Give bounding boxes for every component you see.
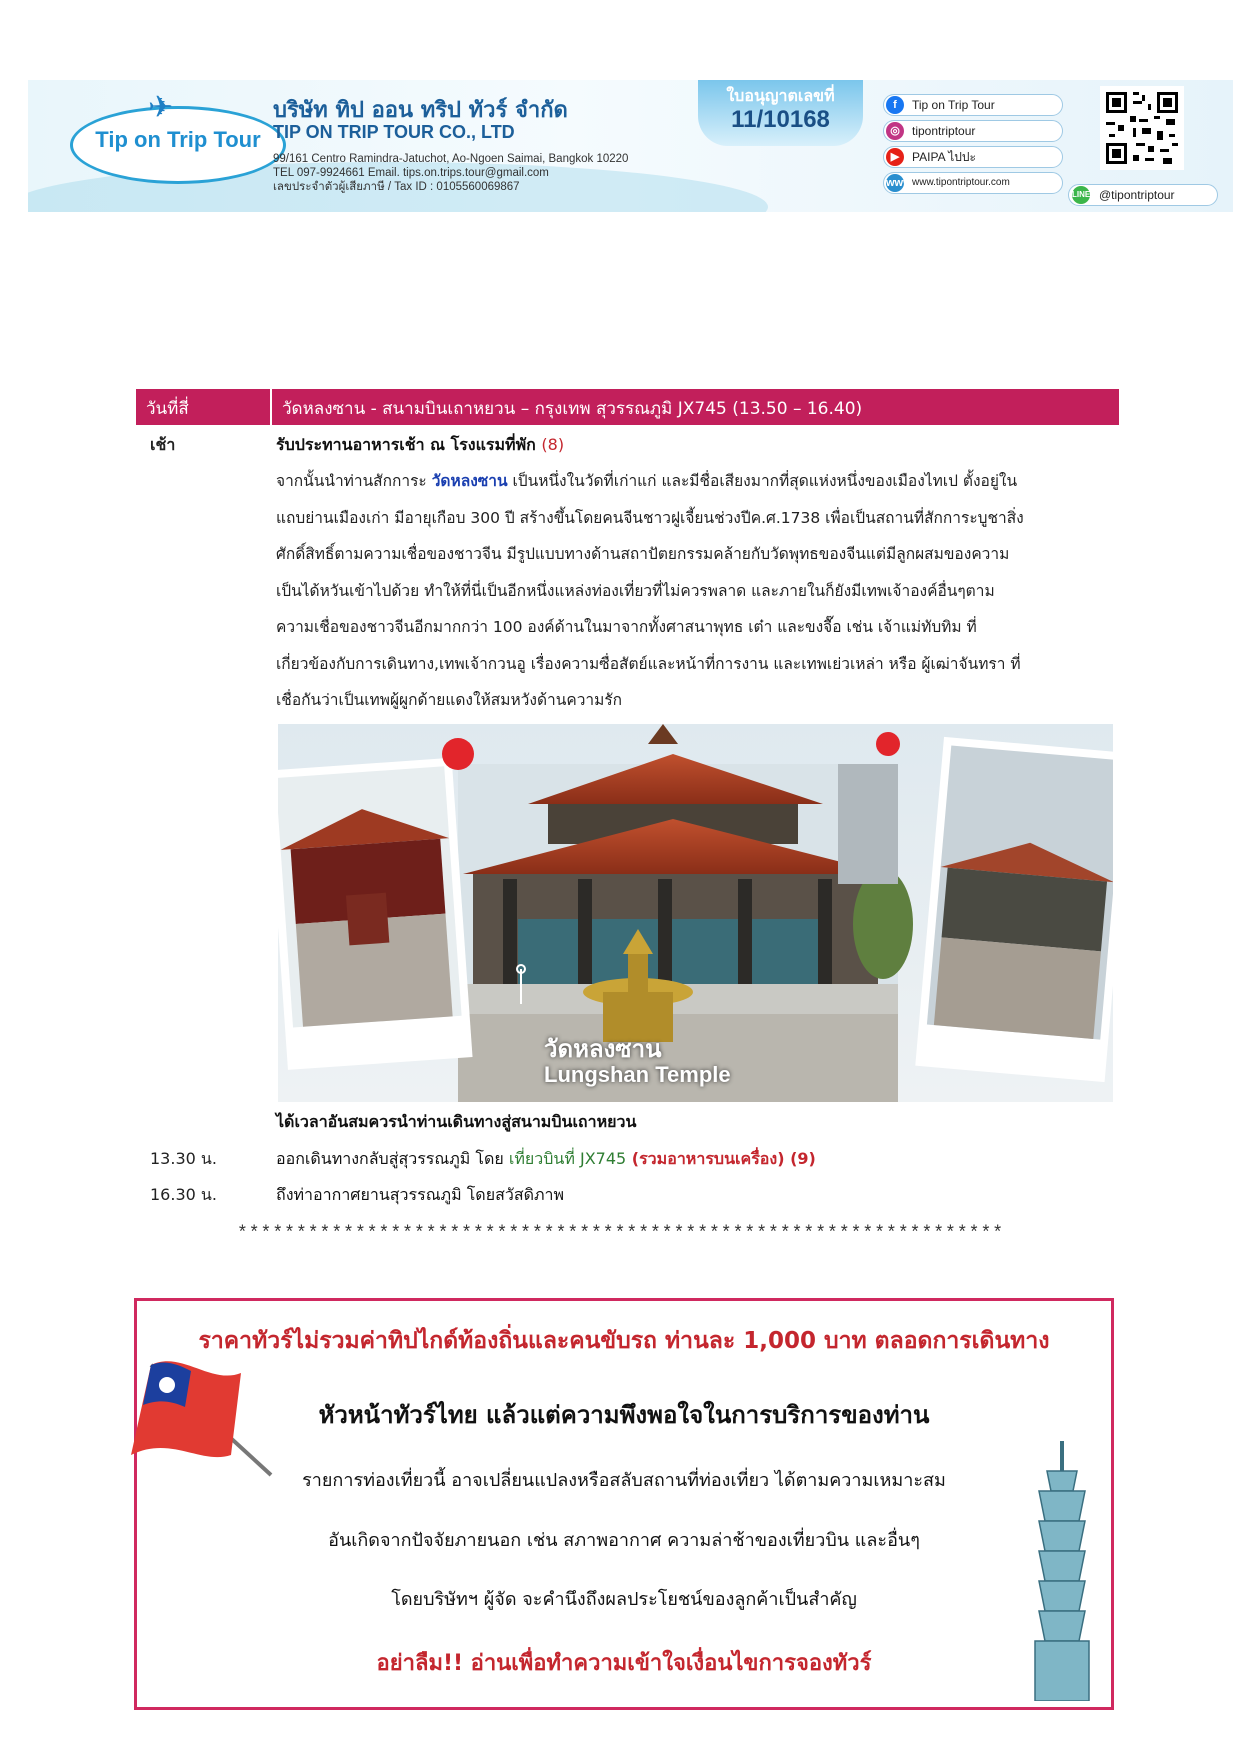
license-badge <box>698 80 863 146</box>
note-customer-benefit: โดยบริษัทฯ ผู้จัด จะคำนึงถึงผลประโยชน์ของลูกค้าเป็นสำคัญ <box>391 1589 857 1610</box>
social-facebook[interactable] <box>883 94 1063 116</box>
social-youtube[interactable] <box>883 146 1063 168</box>
photo-caption-en: Lungshan Temple <box>544 1062 731 1087</box>
license-number: 11/10168 <box>731 106 830 133</box>
paragraph-line: เป็นได้หวันเข้าไปด้วย ทำให้ที่นี่เป็นอีกหนึ่งแหล่งท่องเที่ยวที่ไม่ควรพลาด และภายในก็ยังมีเทพเจ้าองค์อื่นๆตาม <box>276 581 995 600</box>
facebook-icon: f <box>886 96 904 114</box>
temple-description <box>276 463 1106 719</box>
qr-code <box>1100 86 1184 170</box>
airplane-icon: ✈ <box>148 90 174 125</box>
pin-icon <box>876 732 900 756</box>
photo-caption-th: วัดหลงซาน <box>544 1035 662 1063</box>
pin-icon <box>442 738 474 770</box>
social-instagram[interactable] <box>883 120 1063 142</box>
day-header <box>136 389 1119 425</box>
line-id-label: @tipontriptour <box>1099 188 1175 202</box>
note-tip-price: ราคาทัวร์ไม่รวมค่าทิปไกด์ท้องถิ่นและคนขับรถ ท่านละ 1,000 บาท ตลอดการเดินทาง <box>198 1328 1050 1354</box>
breakfast-text: รับประทานอาหารเช้า ณ โรงแรมที่พัก <box>276 435 536 454</box>
globe-icon: www <box>886 174 904 192</box>
tour-conditions-box <box>134 1298 1114 1710</box>
paragraph-line: เกี่ยวข้องกับการเดินทาง,เทพเจ้ากวนอู เรื่องความซื่อสัตย์และหน้าที่การงาน และเทพเย่วเหล่า หรือ ผู้เฒ่าจันทรา ที่ <box>276 654 1021 673</box>
breakfast-line <box>276 433 564 458</box>
temple-photo-collage <box>278 724 1113 1102</box>
contact-line: TEL 097-9924661 Email. tips.on.trips.tour@gmail.com <box>273 167 549 179</box>
text-segment: เป็นหนึ่งในวัดที่เก่าแก่ และมีชื่อเสียงมากที่สุดแห่งหนึ่งของเมืองไทเป ตั้งอยู่ใน <box>507 472 1018 490</box>
social-website[interactable] <box>883 172 1063 194</box>
flight-time: 13.30 น. <box>150 1149 217 1168</box>
morning-time: เช้า <box>150 435 176 454</box>
day-title: วัดหลงซาน - สนามบินเถาหยวน – กรุงเทพ สุวรรณภูมิ JX745 (13.50 – 16.40) <box>282 399 863 419</box>
note-change-notice: รายการท่องเที่ยวนี้ อาจเปลี่ยนแปลงหรือสลับสถานที่ท่องเที่ยว ได้ตามความเหมาะสม <box>302 1470 946 1491</box>
temple-name-highlight: วัดหลงซาน <box>431 472 508 490</box>
section-divider: ***************************************************************** <box>236 1224 1005 1244</box>
paragraph-line <box>276 463 1106 500</box>
flight-meal: (รวมอาหารบนเครื่อง) (9) <box>626 1149 816 1168</box>
meal-number: (8) <box>541 435 565 454</box>
tax-id-line: เลขประจำตัวผู้เสียภาษี / Tax ID : 0105560069867 <box>273 181 520 193</box>
paragraph-line: แถบย่านเมืองเก่า มีอายุเกือบ 300 ปี สร้างขึ้นโดยคนจีนชาวฝูเจี้ยนช่วงปีค.ศ.1738 เพื่อเป็นสถานที่สักการะบูชาสิ่ง <box>276 508 1024 527</box>
arrival-time: 16.30 น. <box>150 1185 217 1204</box>
text-segment: จากนั้นนำท่านสักการะ <box>276 472 432 490</box>
instagram-icon: ◎ <box>886 122 904 140</box>
company-name-th: บริษัท ทิป ออน ทริป ทัวร์ จำกัด <box>273 98 568 123</box>
taipei-101-icon <box>1017 1441 1107 1701</box>
social-label: www.tipontriptour.com <box>912 177 1010 188</box>
address-line: 99/161 Centro Ramindra-Jatuchot, Ao-Ngoen Saimai, Bangkok 10220 <box>273 153 629 165</box>
flight-text: ออกเดินทางกลับสู่สุวรรณภูมิ โดย <box>276 1149 509 1168</box>
line-contact[interactable] <box>1068 184 1218 206</box>
day-divider <box>270 389 272 425</box>
social-label: PAIPA ไปปะ <box>912 150 976 164</box>
depart-to-airport: ได้เวลาอันสมควรนำท่านเดินทางสู่สนามบินเถาหยวน <box>276 1112 637 1131</box>
logo-text: Tip on Trip Tour <box>95 127 261 152</box>
taiwan-flag-icon <box>111 1345 276 1485</box>
company-logo <box>70 106 286 184</box>
flight-number: เที่ยวบินที่ JX745 <box>508 1149 627 1168</box>
license-label: ใบอนุญาตเลขที่ <box>726 86 835 105</box>
note-tour-leader: หัวหน้าทัวร์ไทย แล้วแต่ความพึงพอใจในการบริการของท่าน <box>318 1401 930 1429</box>
paragraph-line: เชื่อกันว่าเป็นเทพผู้ผูกด้ายแดงให้สมหวังด้านความรัก <box>276 691 623 709</box>
company-address <box>273 152 628 194</box>
header-banner <box>28 80 1233 212</box>
social-label: Tip on Trip Tour <box>912 98 995 112</box>
note-read-conditions: อย่าลืม!! อ่านเพื่อทำความเข้าใจเงื่อนไขการจองทัวร์ <box>376 1651 872 1676</box>
paragraph-line: ศักดิ์สิทธิ์ตามความเชื่อของชาวจีน มีรูปแบบทางด้านสถาปัตยกรรมคล้ายกับวัดพุทธของจีนแต่มีลูกผสมของความ <box>276 545 1010 563</box>
line-app-icon: LINE <box>1072 186 1090 204</box>
youtube-icon: ▶ <box>886 148 904 166</box>
flight-line <box>276 1147 816 1172</box>
social-label: tipontriptour <box>912 124 976 138</box>
note-external-factors: อันเกิดจากปัจจัยภายนอก เช่น สภาพอากาศ ความล่าช้าของเที่ยวบิน และอื่นๆ <box>328 1530 920 1551</box>
company-name-en: TIP ON TRIP TOUR CO., LTD <box>273 122 515 142</box>
arrival-text: ถึงท่าอากาศยานสุวรรณภูมิ โดยสวัสดิภาพ <box>276 1185 565 1204</box>
paragraph-line: ความเชื่อของชาวจีนอีกมากกว่า 100 องค์ด้านในมาจากทั้งศาสนาพุทธ เต๋า และขงจื๊อ เช่น เจ้าแม่ทับทิม ที่ <box>276 618 977 636</box>
day-label: วันที่สี่ <box>146 399 189 419</box>
